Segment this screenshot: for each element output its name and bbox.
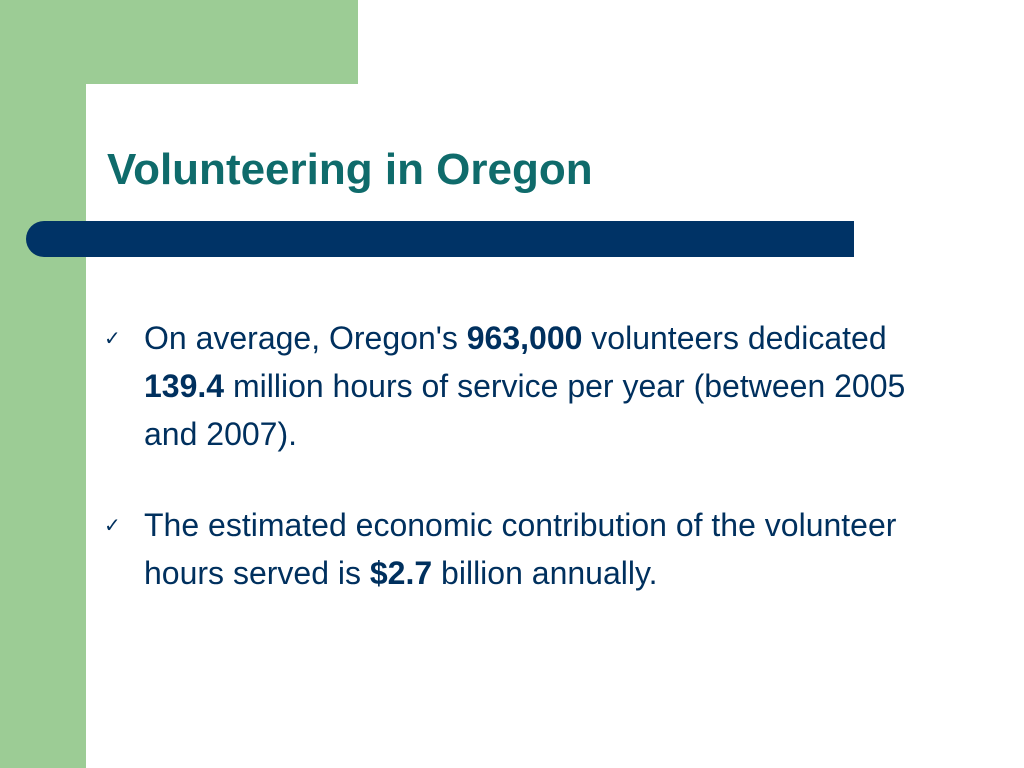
hours-value: 139.4 — [144, 368, 225, 404]
left-accent-bar — [0, 0, 86, 768]
bullet-volunteers — [104, 314, 924, 458]
top-accent-block — [0, 0, 358, 84]
contribution-value: $2.7 — [369, 555, 433, 591]
bullet-text: million hours of service per year (between 2005 and 2007). — [144, 368, 906, 452]
volunteer-count: 963,000 — [466, 320, 583, 356]
bullet-text: The estimated economic contribution of the volunteer hours served is — [144, 507, 897, 591]
bullet-text: On average, Oregon's — [144, 320, 467, 356]
bullet-economic-contribution — [104, 501, 924, 597]
bullet-text: volunteers dedicated — [582, 320, 887, 356]
check-icon: ✓ — [104, 326, 121, 350]
title-underline-bar — [26, 221, 854, 257]
check-icon: ✓ — [104, 513, 121, 537]
slide-title: Volunteering in Oregon — [107, 145, 593, 194]
bullet-text: billion annually. — [432, 555, 658, 591]
bullet-list — [104, 314, 924, 597]
